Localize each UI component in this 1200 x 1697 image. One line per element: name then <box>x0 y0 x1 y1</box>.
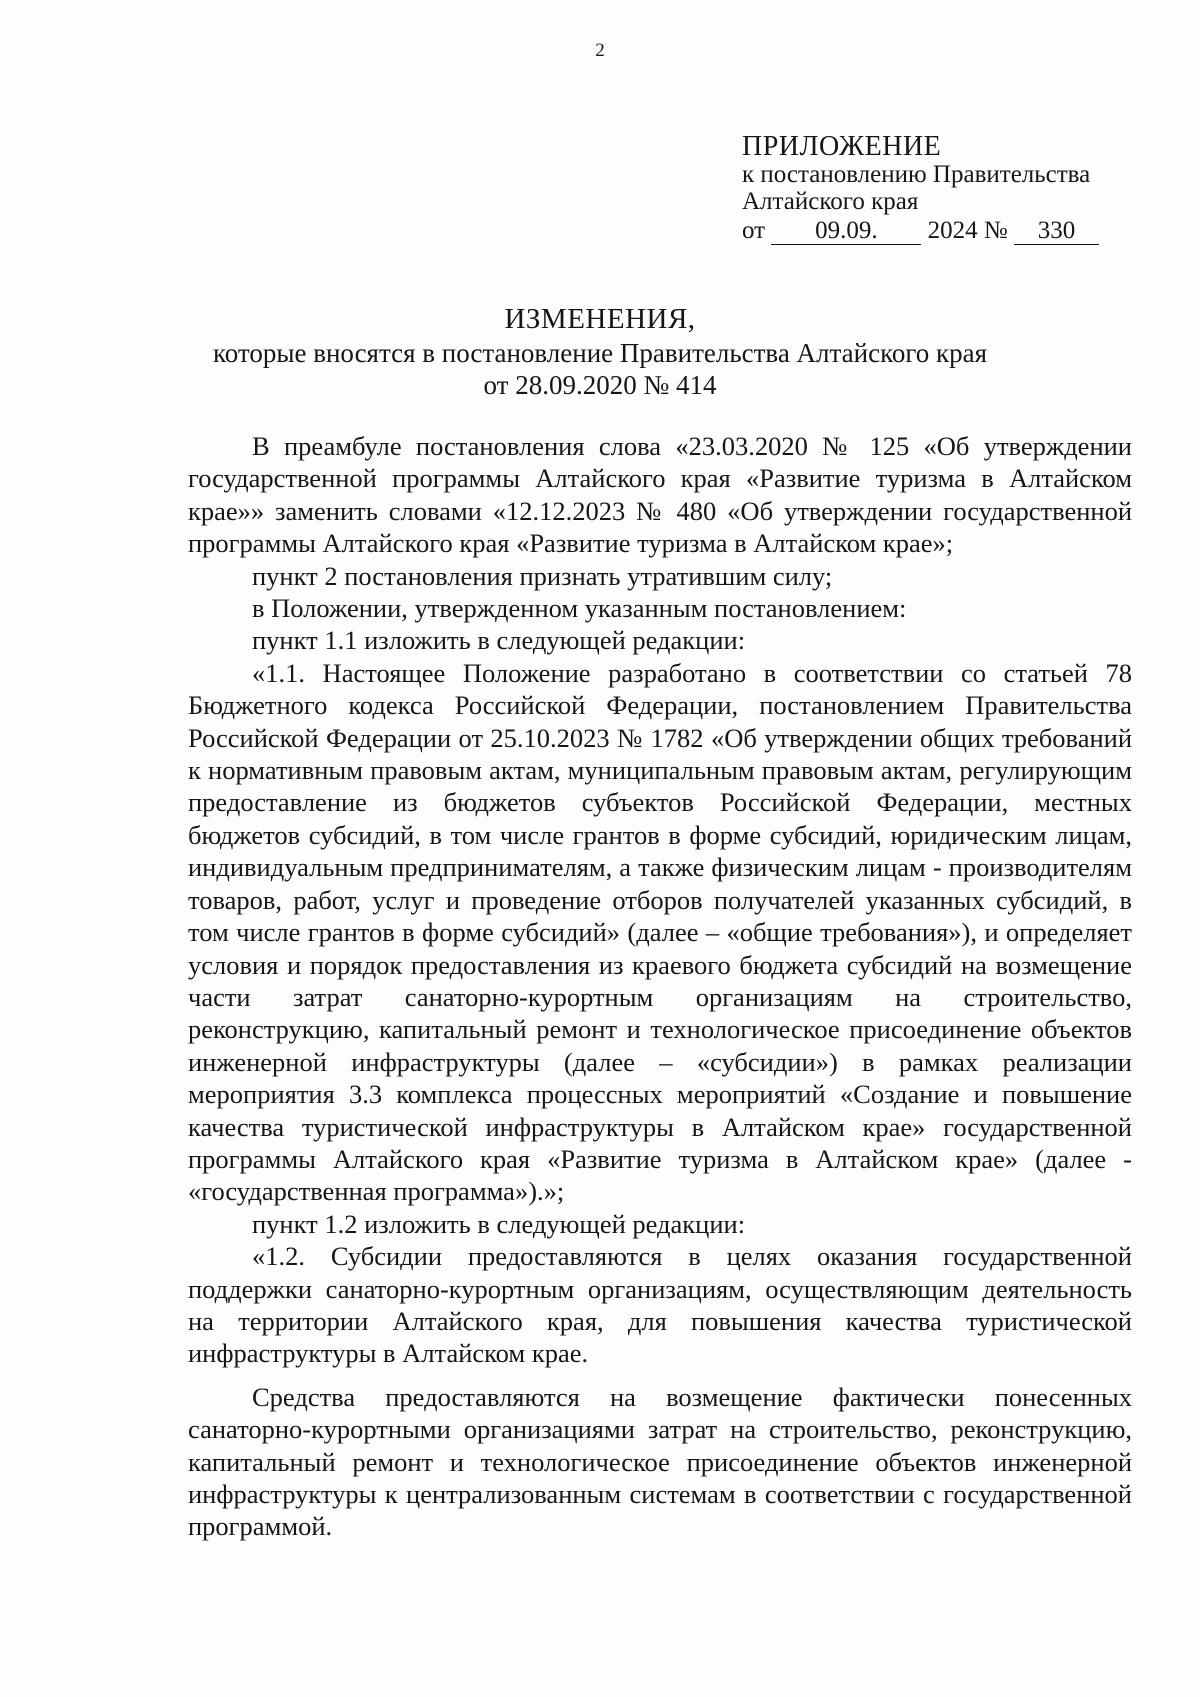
paragraph-item-1-2-intro: пункт 1.2 изложить в следующей редакции: <box>252 1208 746 1239</box>
document-heading <box>0 302 1200 402</box>
year-label: 2024 № <box>927 217 1008 245</box>
appendix-block <box>742 132 1142 245</box>
appendix-date-line <box>742 217 1142 245</box>
heading-line-2: которые вносятся в постановление Правительства Алтайского края <box>212 337 987 368</box>
decree-number: 330 <box>1014 218 1099 245</box>
paragraph-regulation: в Положении, утвержденном указанным постановлением: <box>252 593 907 624</box>
appendix-title: ПРИЛОЖЕНИЕ <box>742 131 942 162</box>
paragraph-item-2: пункт 2 постановления признать утратившим силу; <box>252 560 833 591</box>
from-label: от <box>742 217 766 245</box>
page-number: 2 <box>595 40 605 61</box>
paragraph-funds: Средства предоставляются на возмещение фактически понесенных санаторно-курортными организациями затрат на строительство, реконструкцию, капитальный ремонт и технологическое присоединение объектов инженерной инфраструктуры к централизованным системам в соответствии с государственной программой. <box>188 1381 1132 1542</box>
paragraph-item-1-2: «1.2. Субсидии предоставляются в целях оказания государственной поддержки санаторно-курортным организациям, осуществляющим деятельность на территории Алтайского края, для повышения качества туристической инфраструктуры в Алтайском крае. <box>188 1241 1132 1369</box>
appendix-line-1: к постановлению Правительства <box>742 161 1091 189</box>
document-body <box>188 430 1132 1543</box>
heading-line-3: от 28.09.2020 № 414 <box>483 370 717 401</box>
paragraph-item-1-1: «1.1. Настоящее Положение разработано в соответствии со статьей 78 Бюджетного кодекса Российской Федерации, постановлением Правительства Российской Федерации от 25.10.2023 № 1782 «Об утверждении общих требований к нормативным правовым актам, муниципальным правовым актам, регулирующим предоставление из бюджетов субъектов Российской Федерации, местных бюджетов субсидий, в том числе грантов в форме субсидий, юридическим лицам, индивидуальным предпринимателям, а также физическим лицам - производителям товаров, работ, услуг и проведение отборов получателей указанных субсидий, в том числе грантов в форме субсидий» (далее – «общие требования»), и определяет условия и порядок предоставления из краевого бюджета субсидий на возмещение части затрат санаторно-курортным организациям на строительство, реконструкцию, капитальный ремонт и технологическое присоединение объектов инженерной инфраструктуры (далее – «субсидии») в рамках реализации мероприятия 3.3 комплекса процессных мероприятий «Создание и повышение качества туристической инфраструктуры в Алтайском крае» государственной программы Алтайского края «Развитие туризма в Алтайском крае» (далее - «государственная программа»).»; <box>188 657 1132 1207</box>
paragraph-preamble: В преамбуле постановления слова «23.03.2020 № 125 «Об утверждении государственной программы Алтайского края «Развитие туризма в Алтайском крае»» заменить словами «12.12.2023 № 480 «Об утверждении государственной программы Алтайского края «Развитие туризма в Алтайском крае»; <box>188 431 1132 559</box>
heading-title: ИЗМЕНЕНИЯ, <box>504 303 696 335</box>
appendix-line-2: Алтайского края <box>742 188 919 216</box>
decree-date: 09.09. <box>771 218 921 245</box>
paragraph-item-1-1-intro: пункт 1.1 изложить в следующей редакции: <box>252 625 746 656</box>
